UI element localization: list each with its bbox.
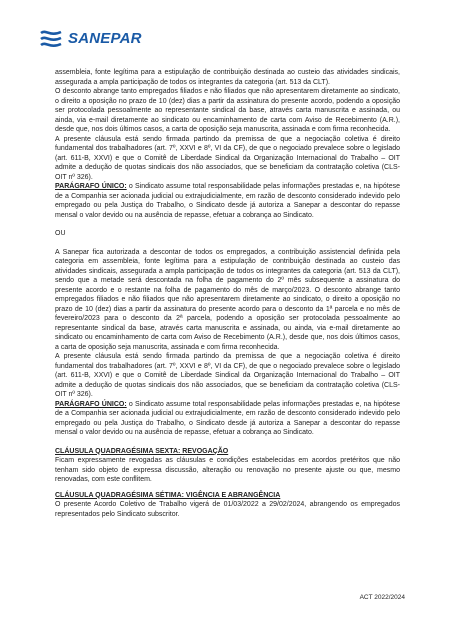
paragraph-unico-2-text: o Sindicato assume total responsabilidade pelas informações prestadas e, na hipótese de a Companhia ser acionada judicial ou extrajudicialmente, em razão de desconto considerado indevido pelo empregado ou pela Justiça do Trabalho, o Sindicato desde já autoriza a Sanepar a descontar do repasse mensal o valor devido ou na ausência de repasse, efetuar a cobrança ao Sindicato. (55, 400, 400, 436)
clause-47-text: O presente Acordo Coletivo de Trabalho vigerá de 01/03/2022 a 29/02/2024, abrangendo os empregados representados pelo Sindicato subscritor. (55, 501, 400, 518)
clause-46-text: Ficam expressamente revogadas as cláusulas e condições estabelecidas em acordos pretéritos que não tenham sido objeto de expressa discussão, alteração ou renovação no presente ajuste ou que, mesmo renovadas, com este conflitem. (55, 457, 400, 483)
clause-47-heading: CLÁUSULA QUADRAGÉSIMA SÉTIMA: VIGÊNCIA E ABRANGÊNCIA (55, 491, 281, 499)
footer-label: ACT 2022/2024 (359, 594, 405, 601)
sanepar-wave-logo-icon (40, 28, 62, 48)
paragraph-autorizacao: A Sanepar fica autorizada a descontar de todos os empregados, a contribuição assistencial definida pela categoria em assembleia, fonte legítima para a estipulação de contribuição destinada ao custeio das atividades sindicais, assegurada a ampla participação de todos os integrantes da categoria (art. 513 da CLT), sendo que a metade será descontada na folha de pagamento do 2º mês subsequente a assinatura do presente acordo e o restante na folha de pagamento do mês de março/2023. O desconto abrange tanto empregados filiados e não filiados que não apresentarem diretamente ao sindicato, o direito a oposição no prazo de 10 (dez) dias a partir da assinatura do presente acordo para o desconto da 1ª parcela e no mês de fevereiro/2023 para o desconto da 2ª parcela, podendo a oposição ser protocolada pessoalmente ao representante sindical da base, através carta manuscrita e assinada, ou ainda, via e-mail diretamente ao sindicato ou encaminhamento de carta com Aviso de Recebimento (A.R.), desde que, nos dois últimos casos, a carta de oposição seja manuscrita, assinada e com firma reconhecida. (55, 248, 400, 351)
paragraph-assembleia: assembleia, fonte legítima para a estipulação de contribuição destinada ao custeio das atividades sindicais, assegurada a ampla participação de todos os integrantes da categoria (art. 513 da CLT). (55, 69, 400, 86)
paragraph-premissa: A presente cláusula está sendo firmada partindo da premissa de que a negociação coletiva é direito fundamental dos trabalhadores (art. 7º, XXVI e 8º, VI da CF), de que o negociado prevalece sobre o legislado (art. 611-B, XXVI) e que o Comitê de Liberdade Sindical da Organização Internacional do Trabalho – OIT admite a dedução de quotas sindicais dos não associados, que se beneficiam da contratação coletiva (CLS-OIT nº 326). (55, 135, 400, 181)
ou-separator: OU (55, 230, 66, 237)
sanepar-logo (40, 26, 190, 50)
paragraph-unico-2-label: PARÁGRAFO ÚNICO: (55, 400, 127, 408)
paragraph-desconto: O desconto abrange tanto empregados filiados e não filiados que não apresentarem diretamente ao sindicato, o direito a oposição no prazo de 10 (dez) dias a partir da assinatura do presente acordo, podendo a oposição ser protocolada pessoalmente ao representante sindical da base, através carta manuscrita e assinada, ou ainda, via e-mail diretamente ao sindicato ou encaminhamento de carta com Aviso de Recebimento (A.R.), desde que, nos dois últimos casos, a carta de oposição seja manuscrita, assinada e com firma reconhecida. (55, 88, 400, 133)
paragraph-unico-text: o Sindicato assume total responsabilidade pelas informações prestadas e, na hipótese de a Companhia ser acionada judicial ou extrajudicialmente, em razão de desconto considerado indevido pelo empregado ou pela Justiça do Trabalho, o Sindicato desde já autoriza a Sanepar a descontar do repasse mensal o valor devido ou na ausência de repasse, efetuar a cobrança ao Sindicato. (55, 183, 400, 219)
document-body (55, 68, 400, 519)
paragraph-premissa-2: A presente cláusula está sendo firmada partindo da premissa de que a negociação coletiva é direito fundamental dos trabalhadores (art. 7º, XXVI e 8º, VI da CF), de que o negociado prevalece sobre o legislado (art. 611-B, XXVI) e que o Comitê de Liberdade Sindical da Organização Internacional do Trabalho – OIT admite a dedução de quotas sindicais dos não associados, que se beneficiam da contratação coletiva (CLS-OIT nº 326). (55, 353, 400, 398)
clause-46-heading: CLÁUSULA QUADRAGÉSIMA SEXTA: REVOGAÇÃO (55, 447, 229, 455)
paragraph-unico (55, 182, 400, 220)
logo-text: SANEPAR (68, 29, 142, 47)
paragraph-unico-2 (55, 400, 400, 438)
paragraph-unico-label: PARÁGRAFO ÚNICO: (55, 183, 127, 190)
